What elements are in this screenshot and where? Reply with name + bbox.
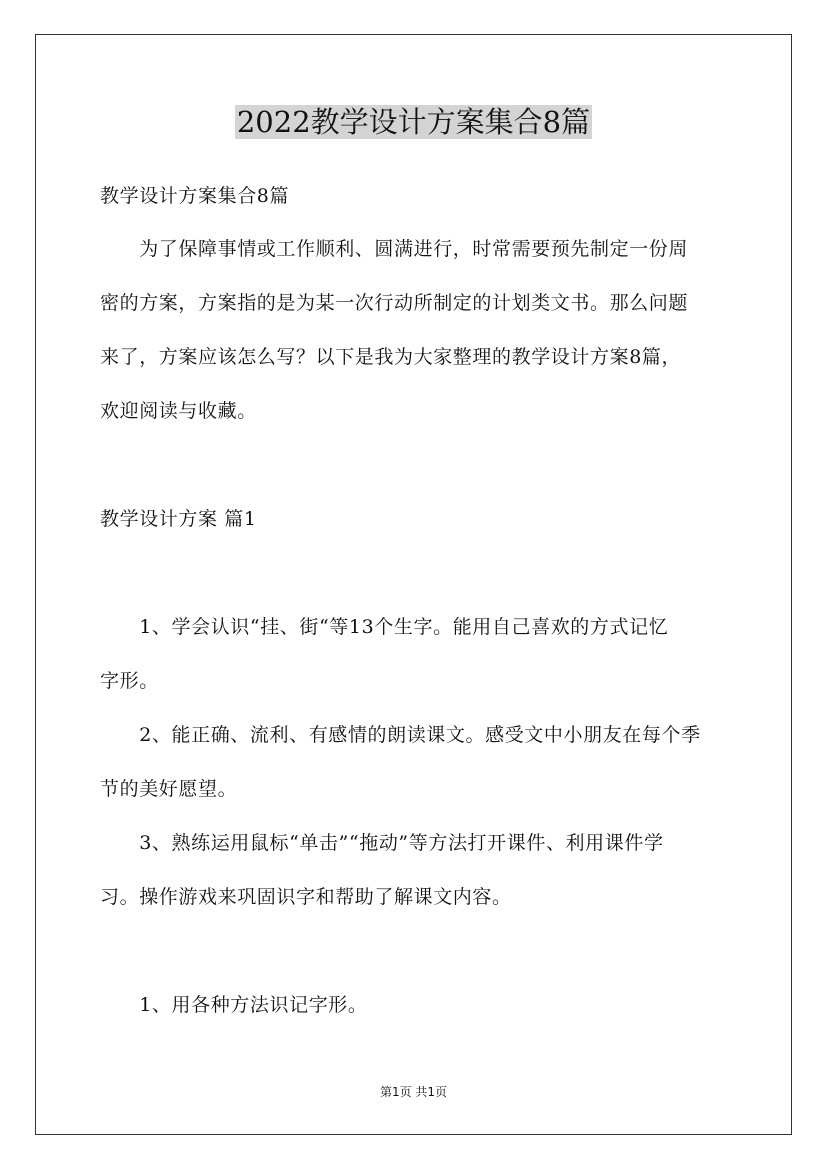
- body-line: 为了保障事情或工作顺利、圆满进行，时常需要预先制定一份周: [100, 238, 689, 260]
- body-line: 2、能正确、流利、有感情的朗读课文。感受文中小朋友在每个季: [100, 724, 701, 746]
- body-line: 欢迎阅读与收藏。: [100, 400, 257, 422]
- body-line: 1、学会认识“挂、街“等13个生字。能用自己喜欢的方式记忆: [100, 616, 669, 638]
- body-line: 节的美好愿望。: [100, 778, 238, 800]
- document-title: [0, 100, 827, 144]
- page-footer: 第1页 共1页: [379, 1085, 448, 1099]
- body-line: 字形。: [100, 670, 159, 692]
- body-line: 密的方案，方案指的是为某一次行动所制定的计划类文书。那么问题: [100, 292, 689, 314]
- body-line: 1、用各种方法识记字形。: [100, 994, 368, 1016]
- section-heading: 教学设计方案 篇1: [100, 508, 257, 530]
- body-line: 习。操作游戏来巩固识字和帮助了解课文内容。: [100, 886, 512, 908]
- body-line: 来了，方案应该怎么写？以下是我为大家整理的教学设计方案8篇，: [100, 346, 682, 368]
- document-title-text: 2022教学设计方案集合8篇: [236, 105, 591, 139]
- subtitle-line: 教学设计方案集合8篇: [100, 185, 290, 207]
- body-line: 3、熟练运用鼠标“单击”“拖动”等方法打开课件、利用课件学: [100, 832, 664, 854]
